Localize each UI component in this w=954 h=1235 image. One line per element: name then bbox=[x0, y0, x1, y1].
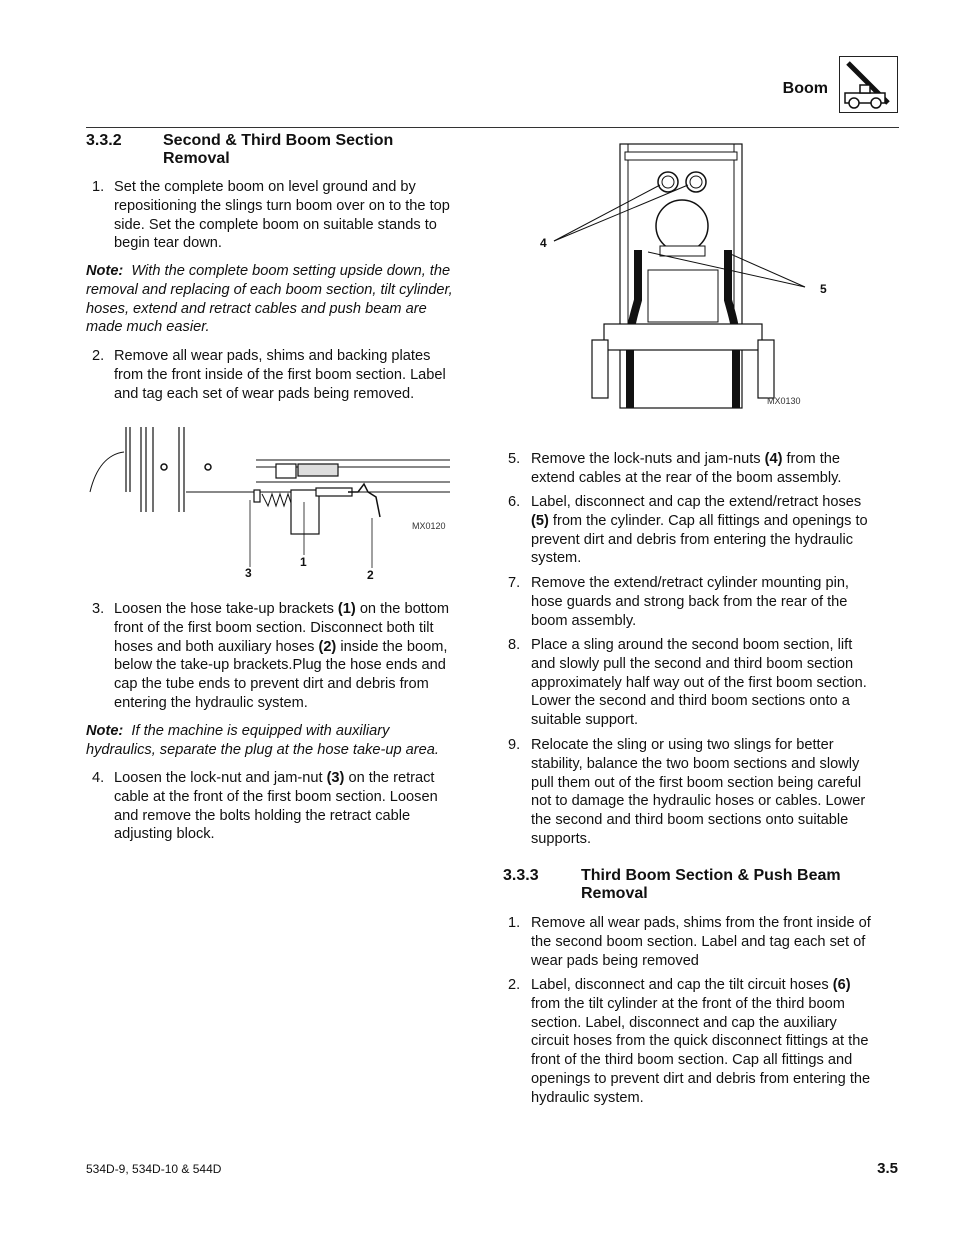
list-item bbox=[503, 450, 903, 490]
list-line: Remove the extend/retract cylinder mounting pin, bbox=[531, 575, 849, 591]
callout-4: 4 bbox=[540, 236, 547, 250]
list-line: begin tear down. bbox=[114, 235, 222, 252]
list-number: 6. bbox=[508, 494, 521, 510]
section-number-332: 3.3.2 bbox=[86, 132, 122, 149]
list-line: from the tilt cylinder at the front of the third boom bbox=[531, 995, 845, 1012]
list-item bbox=[503, 736, 903, 850]
section-title-line: Removal bbox=[581, 885, 648, 902]
list-line: hydraulic system. bbox=[531, 1089, 644, 1106]
note-line: made much easier. bbox=[86, 319, 210, 336]
list-item bbox=[503, 914, 903, 972]
section-number-333: 3.3.3 bbox=[503, 867, 539, 884]
callout-3: 3 bbox=[245, 566, 252, 580]
list-number: 1. bbox=[92, 179, 105, 195]
list-line: approximately half way out of the first boom section. bbox=[531, 674, 867, 691]
list-number: 9. bbox=[508, 737, 521, 753]
note-line: hydraulics, separate the plug at the hose take-up area. bbox=[86, 741, 439, 758]
list-line: entering the hydraulic system. bbox=[114, 694, 308, 711]
list-number: 4. bbox=[92, 770, 105, 786]
figure-boom-rear bbox=[530, 140, 830, 415]
list-line: wear pads being removed bbox=[531, 952, 699, 969]
list-line: not to damage the hydraulic hoses or cables. Lower bbox=[531, 793, 866, 810]
section-title-333 bbox=[581, 867, 841, 903]
section-title-line: Removal bbox=[163, 150, 230, 167]
callout-1: 1 bbox=[300, 555, 307, 569]
figure-code: MX0120 bbox=[412, 521, 446, 531]
list-text: on the retract bbox=[344, 770, 435, 786]
list-number: 8. bbox=[508, 637, 521, 653]
note-line: hoses, extend and retract cables and push beam are bbox=[86, 300, 427, 317]
list-line: Place a sling around the second boom section, lift bbox=[531, 637, 853, 653]
list-line: and tag each set of wear pads being removed. bbox=[114, 385, 415, 402]
callout-5: 5 bbox=[820, 282, 827, 296]
list-line: Remove all wear pads, shims from the front inside of bbox=[531, 915, 871, 931]
list-line: and remove the bolts holding the retract cable bbox=[114, 807, 411, 824]
list-line: suitable support. bbox=[531, 712, 639, 729]
list-line: side. Set the complete boom on suitable stands to bbox=[114, 216, 437, 233]
list-line: and slowly pull the second and third boom section bbox=[531, 655, 854, 672]
note-line: removal and replacing of each boom section, tilt cylinder, bbox=[86, 281, 453, 298]
note-label: Note: bbox=[86, 723, 124, 739]
list-line: the second boom section. Label and tag each set of bbox=[531, 933, 866, 950]
list-line: openings to prevent dirt and debris from entering the bbox=[531, 1070, 871, 1087]
note-line: With the complete boom setting upside down, the bbox=[131, 263, 451, 279]
ref-callout-6: (6) bbox=[832, 977, 851, 993]
list-number: 1. bbox=[508, 915, 521, 931]
list-item bbox=[86, 347, 486, 405]
list-item bbox=[503, 636, 903, 732]
list-line: pull them out of the first boom section being careful bbox=[531, 774, 862, 791]
list-text: Remove the lock-nuts and jam-nuts bbox=[531, 451, 765, 467]
list-line: hose guards and strong back from the rear of the bbox=[531, 593, 848, 610]
list-line: Label, disconnect and cap the extend/retract hoses bbox=[531, 494, 862, 510]
ref-callout-2: (2) bbox=[318, 638, 337, 655]
list-item bbox=[503, 976, 903, 1110]
list-item bbox=[503, 574, 903, 632]
list-number: 3. bbox=[92, 601, 105, 617]
note-block bbox=[86, 262, 486, 337]
footer-models: 534D-9, 534D-10 & 544D bbox=[86, 1162, 222, 1176]
list-line: supports. bbox=[531, 830, 592, 847]
list-text: Label, disconnect and cap the tilt circuit hoses bbox=[531, 977, 833, 993]
list-number: 2. bbox=[508, 977, 521, 993]
list-line: prevent dirt and debris from entering the hydraulic bbox=[531, 531, 854, 548]
page-number: 3.5 bbox=[877, 1160, 898, 1177]
hose-takeup-diagram bbox=[86, 422, 456, 592]
list-item bbox=[503, 493, 903, 569]
list-line: extend cables at the rear of the boom assembly. bbox=[531, 469, 842, 486]
list-line: adjusting block. bbox=[114, 826, 215, 843]
boom-rear-diagram bbox=[530, 140, 830, 415]
list-line: circuit hoses from the quick disconnect fittings at the bbox=[531, 1033, 869, 1050]
list-line: front of the first boom section. Disconnect both tilt bbox=[114, 619, 434, 636]
section-header-title: Boom bbox=[782, 80, 828, 97]
figure-code: MX0130 bbox=[767, 396, 801, 406]
list-line: front of the third boom section. Cap all fittings and bbox=[531, 1052, 853, 1069]
section-title-332 bbox=[163, 132, 393, 168]
list-text: inside the boom, bbox=[336, 638, 448, 655]
list-line: from the front inside of the first boom section. Label bbox=[114, 366, 446, 383]
list-text: from the cylinder. Cap all fittings and openings to bbox=[548, 512, 868, 529]
list-line: Relocate the sling or using two slings for better bbox=[531, 737, 834, 753]
note-line: If the machine is equipped with auxiliary bbox=[131, 723, 390, 739]
list-line: below the take-up brackets.Plug the hose ends and bbox=[114, 657, 446, 674]
list-line: system. bbox=[531, 550, 582, 567]
section-title-line: Third Boom Section & Push Beam bbox=[581, 867, 841, 884]
list-text: Loosen the hose take-up brackets bbox=[114, 601, 338, 617]
ref-callout-5: (5) bbox=[531, 512, 549, 529]
list-item bbox=[86, 178, 486, 254]
list-number: 2. bbox=[92, 348, 105, 364]
list-line: Lower the second and third boom sections onto a bbox=[531, 693, 850, 710]
list-number: 7. bbox=[508, 575, 521, 591]
ref-callout-1: (1) bbox=[337, 601, 356, 617]
list-line: the second and third boom sections onto suitable bbox=[531, 812, 849, 829]
section-title-line: Second & Third Boom Section bbox=[163, 132, 394, 149]
ref-callout-4: (4) bbox=[764, 451, 783, 467]
list-line: boom assembly. bbox=[531, 612, 637, 629]
figure-hose-takeup bbox=[86, 422, 456, 592]
callout-2: 2 bbox=[367, 568, 374, 582]
list-text: hoses and both auxiliary hoses bbox=[114, 638, 319, 655]
list-text: Loosen the lock-nut and jam-nut bbox=[114, 770, 327, 786]
boom-machine-icon bbox=[839, 56, 898, 113]
list-item bbox=[86, 769, 486, 845]
list-line: section. Label, disconnect and cap the auxiliary bbox=[531, 1014, 837, 1031]
list-line: Remove all wear pads, shims and backing plates bbox=[114, 348, 431, 364]
list-line: cap the tube ends to prevent dirt and debris from bbox=[114, 676, 429, 693]
list-text: on the bottom bbox=[355, 601, 450, 617]
note-block bbox=[86, 722, 486, 760]
header-rule bbox=[86, 127, 899, 128]
list-number: 5. bbox=[508, 451, 521, 467]
list-line: cable at the front of the first boom section. Loosen bbox=[114, 788, 438, 805]
ref-callout-3: (3) bbox=[326, 770, 345, 786]
list-item bbox=[86, 600, 486, 714]
list-line: stability, balance the two boom sections and slowly bbox=[531, 755, 860, 772]
list-text: from the bbox=[782, 451, 841, 467]
note-label: Note: bbox=[86, 263, 124, 279]
list-line: Set the complete boom on level ground and by bbox=[114, 179, 416, 195]
list-line: repositioning the slings turn boom over on to the top bbox=[114, 197, 450, 214]
